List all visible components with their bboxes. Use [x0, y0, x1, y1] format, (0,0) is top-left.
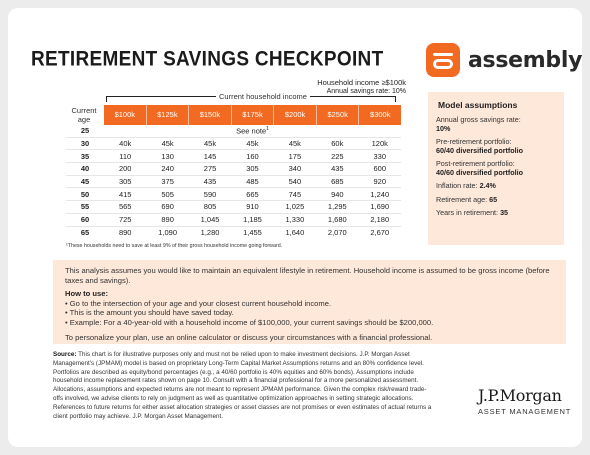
savings-cell: 240 — [161, 164, 174, 174]
savings-cell: 2,070 — [327, 228, 347, 238]
income-header-row — [104, 105, 401, 125]
current-income-label: Current household income — [216, 92, 310, 101]
assumption-value: 40/60 diversified portfolio — [436, 167, 524, 177]
how-to-use-panel — [53, 260, 566, 344]
checkpoint-page — [8, 8, 582, 447]
how-to-use-bullet: • Go to the intersection of your age and your closest current household income. — [65, 298, 332, 308]
savings-cell: 2,670 — [370, 228, 390, 238]
current-age-header: Current age — [71, 106, 97, 124]
savings-cell: 60k — [331, 139, 344, 149]
jpmorgan-logo-subtitle: ASSET MANAGEMENT — [478, 407, 572, 416]
assumption-label: Years in retirement: — [436, 208, 499, 217]
how-to-use-heading: How to use: — [65, 289, 109, 299]
savings-cell: 415 — [118, 189, 132, 199]
assembly-logo — [426, 43, 582, 77]
income-column-header: $200k — [273, 105, 316, 125]
source-label: Source: — [53, 351, 77, 358]
savings-cell: 330 — [373, 151, 386, 161]
model-assumptions-panel — [428, 92, 564, 245]
table-row — [66, 150, 401, 163]
see-note-superscript: 1 — [266, 126, 269, 133]
savings-cell: 1,280 — [200, 228, 220, 238]
assumption-item — [436, 196, 556, 205]
age-cell: 25 — [80, 126, 90, 136]
savings-cell: 1,185 — [243, 215, 262, 225]
savings-cell: 275 — [203, 164, 217, 174]
table-row — [66, 138, 401, 151]
jpmorgan-logo — [478, 386, 571, 416]
savings-cell: 175 — [288, 151, 302, 161]
annual-savings-rate-note: Annual savings rate: 10% — [326, 88, 406, 95]
savings-cell: 435 — [203, 177, 217, 187]
savings-cell: 665 — [246, 189, 259, 199]
assumption-value: 10% — [436, 123, 451, 133]
jpmorgan-logo-name: J.P.Morgan — [478, 386, 562, 405]
source-text: This chart is for illustrative purposes only and must not be relied upon to make investment decisions. J.P. Morgan Asset Management’s (JPMAM) model is based on proprietary Long-Term Capital Market Assumptions returns and an 80% confidence level. Portfolios are described as equity/bond percentages (e.g., a 40/60 portfolio is 40% equities and 60% bonds). Assumptions include household income replacement rates shown on page 10. Consult with a financial professional for a more personalized assessment. Allocations, assumptions and expected returns are not meant to represent JPMAM performance. Given the complex risk/reward trade-offs involved, we advise clients to rely on judgment as well as quantitative optimization approaches in setting strategic allocations. References to future returns for either asset allocation strategies or asset classes are not promises or even estimates of actual returns a client portfolio may achieve. J.P. Morgan Asset Management. — [53, 351, 432, 420]
intro-text: This analysis assumes you would like to maintain an equivalent lifestyle in retirement. Household income is assumed to be gross income (before taxes and savings). — [65, 266, 550, 285]
savings-cell: 45k — [161, 139, 174, 149]
savings-cell: 745 — [288, 189, 302, 199]
savings-cell: 1,240 — [370, 189, 390, 199]
assumption-item — [436, 116, 556, 133]
age-cell: 65 — [80, 228, 90, 238]
household-note — [317, 78, 406, 96]
savings-cell: 1,045 — [200, 215, 220, 225]
savings-cell: 485 — [246, 177, 259, 187]
assumption-label: Retirement age: — [436, 194, 488, 204]
savings-cell: 805 — [203, 202, 217, 212]
how-to-use-bullet: • This is the amount you should have saved today. — [65, 308, 234, 318]
savings-cell: 690 — [161, 202, 174, 212]
savings-cell: 890 — [118, 228, 132, 238]
table-row — [66, 176, 401, 189]
assumption-label: Inflation rate: — [436, 181, 478, 190]
table-footnote: ¹These households need to save at least 9% of their gross household income going forward. — [66, 243, 283, 249]
assumption-label: Annual gross savings rate: — [436, 115, 521, 124]
savings-cell: 45k — [288, 139, 301, 149]
age-cell: 45 — [80, 177, 90, 187]
savings-cell: 1,025 — [285, 202, 305, 212]
savings-cell: 375 — [161, 177, 174, 187]
table-row — [66, 163, 401, 176]
savings-cell: 685 — [331, 177, 344, 187]
savings-cell: 120k — [371, 139, 388, 149]
assumption-value: 60/40 diversified portfolio — [436, 145, 524, 155]
income-column-header: $250k — [316, 105, 359, 125]
savings-cell: 1,330 — [285, 215, 305, 225]
savings-cell: 45k — [246, 139, 259, 149]
household-income-threshold: Household income ≥$100k — [317, 78, 406, 87]
how-to-use-bullet: • Example: For a 40-year-old with a household income of $100,000, your current savings should be $200,000. — [65, 317, 434, 327]
savings-cell: 600 — [373, 164, 386, 174]
savings-cell: 305 — [118, 177, 132, 187]
savings-cell: 910 — [246, 202, 259, 212]
savings-table — [66, 125, 401, 239]
assumption-value: 65 — [489, 194, 498, 204]
savings-cell: 565 — [118, 202, 132, 212]
income-column-header: $125k — [146, 105, 189, 125]
age-cell: 40 — [80, 164, 90, 174]
assumption-item — [436, 160, 556, 177]
assembly-logo-text: assembly — [468, 47, 582, 73]
savings-cell: 540 — [288, 177, 302, 187]
savings-cell: 225 — [331, 151, 344, 161]
savings-cell: 40k — [119, 139, 132, 149]
age-cell: 50 — [80, 189, 90, 199]
savings-cell: 1,640 — [285, 228, 305, 238]
assumption-item — [436, 209, 556, 218]
savings-cell: 1,680 — [327, 215, 347, 225]
savings-cell: 940 — [331, 189, 344, 199]
savings-cell: 110 — [119, 151, 132, 161]
assumption-label: Post-retirement portfolio: — [436, 159, 515, 168]
source-disclaimer — [53, 351, 433, 421]
age-cell: 55 — [80, 202, 90, 212]
see-note-cell — [104, 126, 401, 136]
assumption-value: 35 — [500, 208, 509, 217]
assumption-value: 2.4% — [479, 181, 496, 190]
age-cell: 35 — [80, 151, 90, 161]
savings-cell: 920 — [373, 177, 386, 187]
table-row — [66, 227, 401, 240]
savings-cell: 1,090 — [158, 228, 178, 238]
income-column-header: $300k — [358, 105, 401, 125]
savings-cell: 2,180 — [370, 215, 390, 225]
savings-cell: 725 — [118, 215, 132, 225]
table-row — [66, 125, 401, 138]
table-row — [66, 214, 401, 227]
assumption-label: Pre-retirement portfolio: — [436, 137, 512, 146]
table-row — [66, 188, 401, 201]
income-column-header: $150k — [188, 105, 231, 125]
savings-cell: 305 — [246, 164, 259, 174]
savings-cell: 505 — [161, 189, 174, 199]
savings-cell: 1,295 — [327, 202, 347, 212]
income-column-header: $100k — [114, 110, 135, 119]
income-column-header: $175k — [231, 105, 274, 125]
savings-cell: 200 — [118, 164, 132, 174]
assumptions-heading: Model assumptions — [438, 100, 518, 110]
page-title: RETIREMENT SAVINGS CHECKPOINT — [31, 48, 384, 72]
age-cell: 60 — [80, 215, 90, 225]
savings-cell: 130 — [161, 151, 174, 161]
savings-cell: 145 — [203, 151, 217, 161]
see-note-text: See note — [236, 126, 267, 136]
closing-text: To personalize your plan, use an online calculator or discuss your circumstances with a financial professional. — [65, 332, 433, 342]
assumption-item — [436, 138, 556, 155]
savings-cell: 45k — [204, 139, 217, 149]
savings-cell: 590 — [203, 189, 217, 199]
assembly-logo-icon — [426, 43, 460, 77]
savings-cell: 890 — [161, 215, 174, 225]
savings-cell: 340 — [288, 164, 302, 174]
table-row — [66, 201, 401, 214]
age-cell: 30 — [80, 139, 90, 149]
savings-cell: 1,690 — [370, 202, 390, 212]
savings-cell: 1,455 — [243, 228, 262, 238]
savings-cell: 160 — [246, 151, 259, 161]
savings-cell: 435 — [331, 164, 344, 174]
assumption-item — [436, 182, 556, 191]
